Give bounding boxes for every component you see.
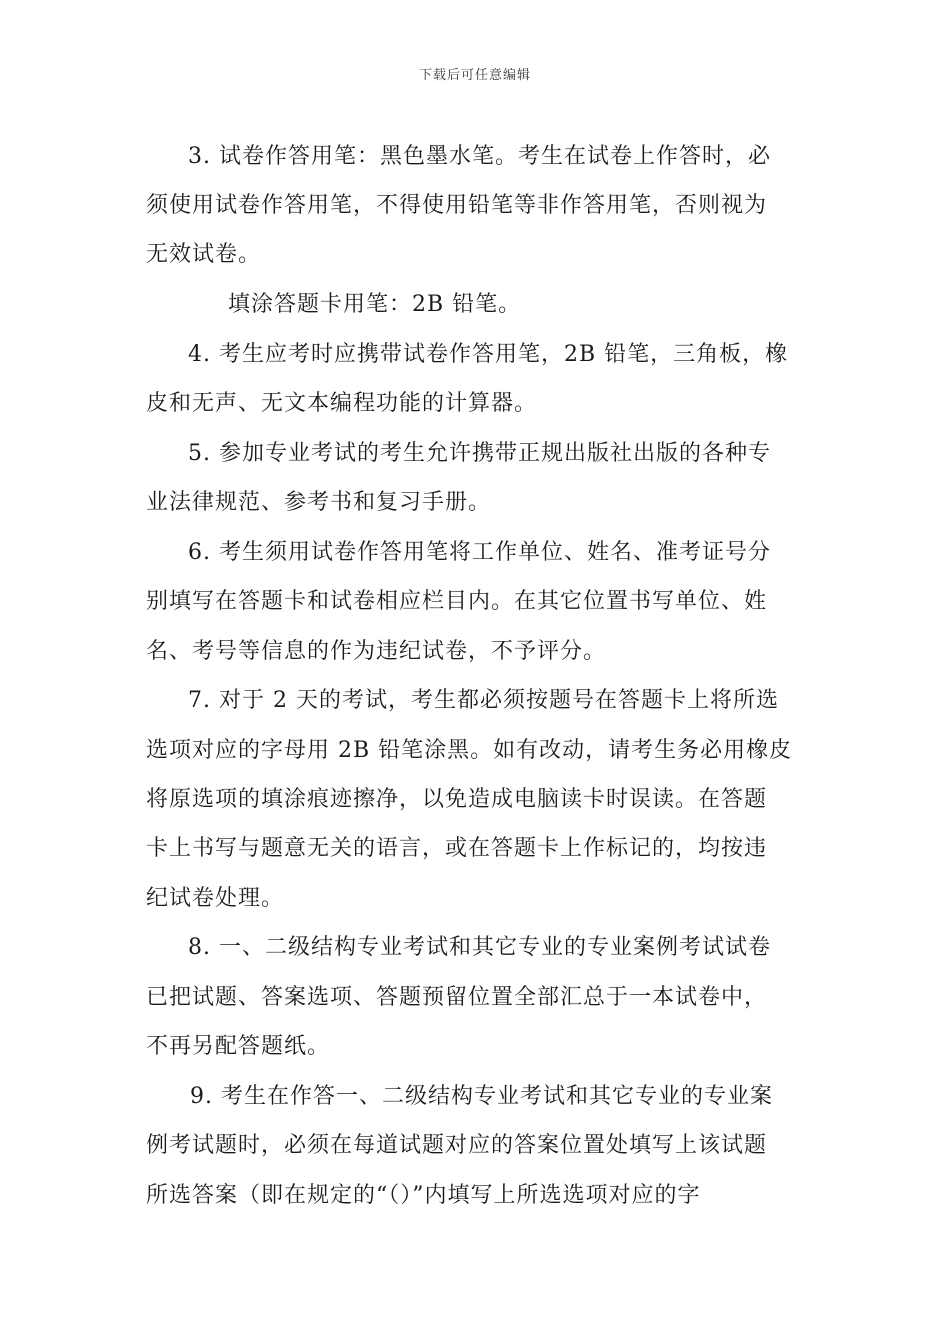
text-line: 例考试题时，必须在每道试题对应的答案位置处填写上该试题 xyxy=(146,1133,768,1158)
text-line: 须使用试卷作答用笔，不得使用铅笔等非作答用笔，否则视为 xyxy=(146,193,768,218)
page-header: 下载后可任意编辑 xyxy=(418,68,531,83)
text-line: 名、考号等信息的作为违纪试卷，不予评分。 xyxy=(146,639,607,664)
text-line: 别填写在答题卡和试卷相应栏目内。在其它位置书写单位、姓 xyxy=(146,589,768,614)
text-line: 无效试卷。 xyxy=(146,242,262,267)
text-line: 皮和无声、无文本编程功能的计算器。 xyxy=(146,391,538,416)
text-line: 业法律规范、参考书和复习手册。 xyxy=(146,490,492,515)
text-line: 7. 对于 2 天的考试，考生都必须按题号在答题卡上将所选 xyxy=(188,688,779,713)
text-line: 4. 考生应考时应携带试卷作答用笔，2B 铅笔，三角板，橡 xyxy=(188,342,789,367)
text-line: 8. 一、二级结构专业考试和其它专业的专业案例考试试卷 xyxy=(188,935,771,960)
text-line: 不再另配答题纸。 xyxy=(146,1034,331,1059)
text-line: 所选答案（即在规定的“（）”内填写上所选选项对应的字 xyxy=(146,1183,701,1208)
text-line: 纪试卷处理。 xyxy=(146,886,285,911)
text-line: 已把试题、答案选项、答题预留位置全部汇总于一本试卷中， xyxy=(146,985,768,1010)
text-line: 9. 考生在作答一、二级结构专业考试和其它专业的专业案 xyxy=(190,1084,773,1109)
text-line: 6. 考生须用试卷作答用笔将工作单位、姓名、准考证号分 xyxy=(188,540,771,565)
text-line: 选项对应的字母用 2B 铅笔涂黑。如有改动，请考生务必用橡皮 xyxy=(146,738,793,763)
text-line: 3. 试卷作答用笔：黑色墨水笔。考生在试卷上作答时，必 xyxy=(188,144,771,169)
text-line: 填涂答题卡用笔：2B 铅笔。 xyxy=(228,292,522,317)
text-line: 将原选项的填涂痕迹擦净，以免造成电脑读卡时误读。在答题 xyxy=(146,787,768,812)
text-line: 5. 参加专业考试的考生允许携带正规出版社出版的各种专 xyxy=(188,441,771,466)
text-line: 卡上书写与题意无关的语言，或在答题卡上作标记的，均按违 xyxy=(146,836,768,861)
